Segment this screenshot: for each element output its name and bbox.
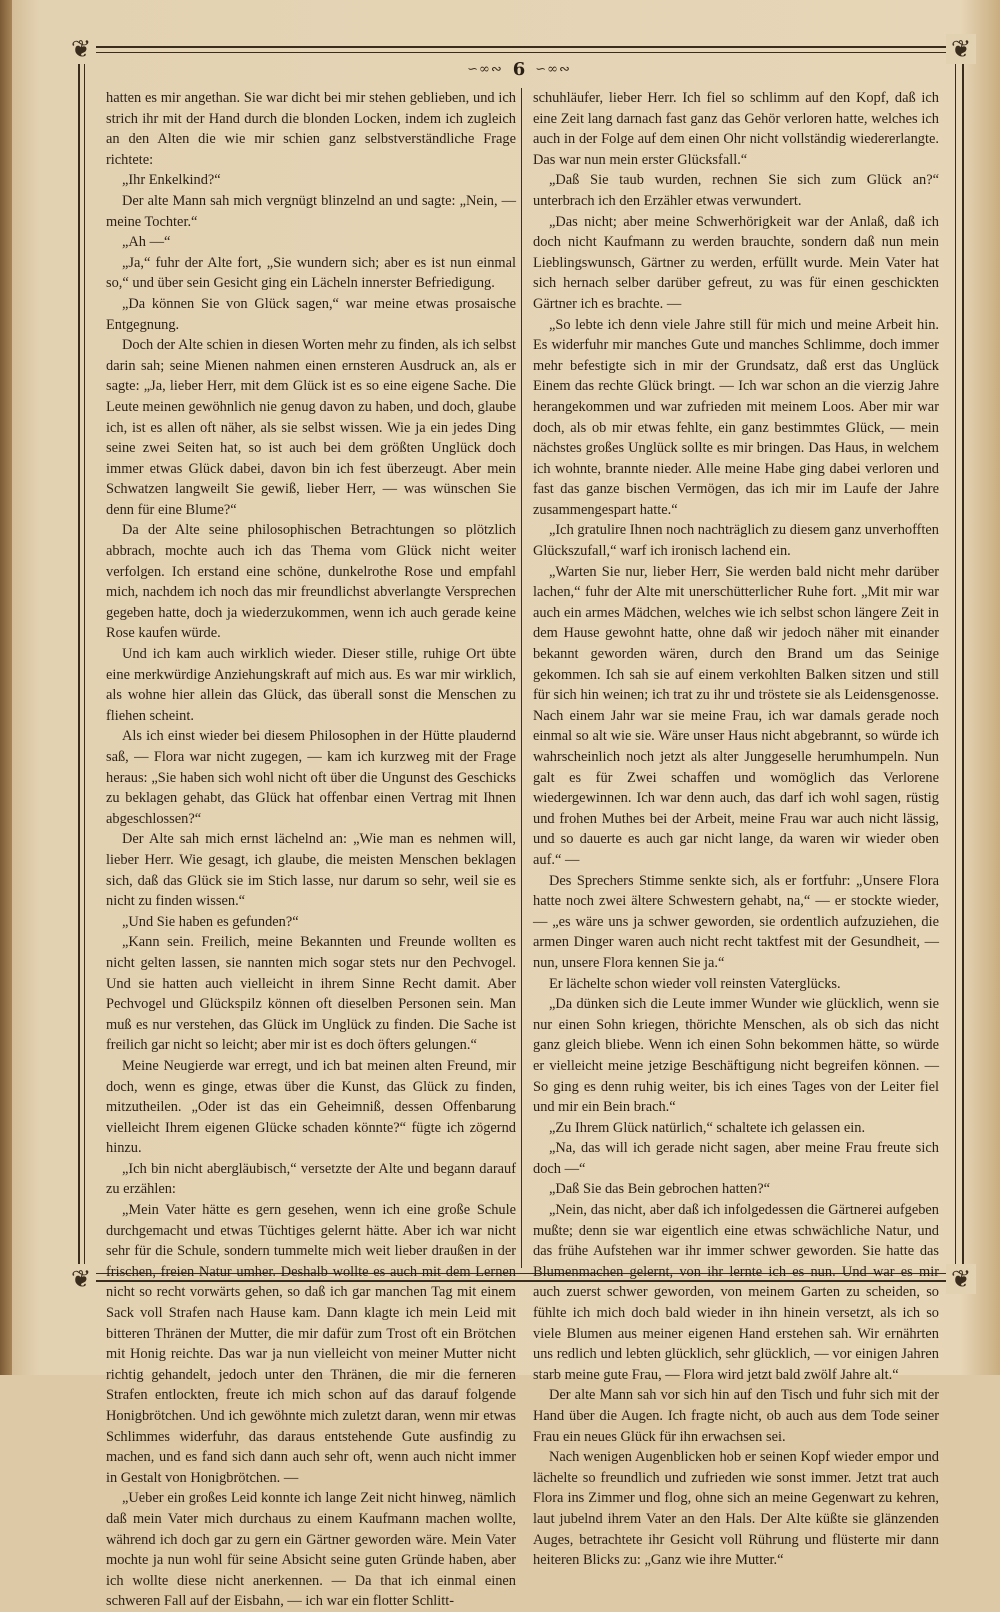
paragraph: Er lächelte schon wieder voll reinsten Vaterglücks. — [549, 975, 841, 992]
corner-ornament-top-left: ❦ — [66, 34, 96, 64]
paragraph: „Warten Sie nur, lieber Herr, Sie werden bald nicht mehr darüber lachen,“ fuhr der Alte mit unerschütterlicher Ruhe fort. „Mit mir war auch ein armes Mädchen, welches wie ich selbst schon längere Zeit in dem Hause gewohnt hatte, ohne daß wir jedoch näher mit einander bekannt geworden wären, durch den Brand um das Seinige gekommen. Ich sah sie auf einem verkohlten Balken sitzen und still für sich hin weinen; ich trat zu ihr und tröstete sie als Leidensgenosse. Nach einem Jahr war sie meine Frau, ich war damals gerade noch einmal so alt wie sie. Wäre unser Haus nicht abgebrannt, so würde ich wahrscheinlich noch jetzt als alter Junggeselle herumhumpeln. Nun galt es für Zwei schaffen und womöglich das Verlorene wiedergewinnen. Ich war denn auch, das darf ich wohl sagen, rüstig und frohen Muthes bei der Arbeit, meine Frau war auch nicht lässig, und so dauerte es auch gar nicht lange, da waren wir wieder oben auf.“ — — [533, 563, 939, 868]
page-header — [84, 56, 954, 82]
page-number: 6 — [512, 58, 526, 80]
paragraph: Nach wenigen Augenblicken hob er seinen Kopf wieder empor und lächelte so freundlich und zufrieden wie sonst immer. Jetzt trat auch Flora ins Zimmer und flog, ohne sich an meine Gegenwart zu kehren, laut jubelnd ihrem Vater an den Hals. Der Alte küßte sie glänzenden Auges, betrachtete ihr Gesicht voll Rührung und flüsterte mir dann heiteren Blicks zu: „Ganz wie ihre Mutter.“ — [533, 1449, 939, 1569]
column-divider — [521, 88, 522, 1268]
paragraph: Der alte Mann sah vor sich hin auf den Tisch und fuhr sich mit der Hand über die Augen. Ich fragte nicht, ob auch aus dem Tode seiner Frau ein neues Glück für ihn erwachsen sei. — [533, 1387, 939, 1445]
right-text-column — [533, 88, 939, 1569]
paragraph: „So lebte ich denn viele Jahre still für mich und meine Arbeit hin. Es widerfuhr mir manches Gute und manches Schlimme, doch immer mehr befestigte sich in mir der Grundsatz, daß erst das Unglück Einem das rechte Glück bringt. — Ich war schon an die vierzig Jahre herangekommen und war zufrieden mit meinem Loos. Aber mir war doch, als ob mir etwas fehlte, ein ganz bestimmtes Glück, — mein nächstes großes Unglück sollte es mir bringen. Das Haus, in welchem ich wohnte, brannte nieder. Alle meine Habe ging dabei verloren und fast das ganze bischen Vermögen, das ich mir im Laufe der Jahre zusammengespart hatte.“ — [533, 316, 939, 518]
paragraph: „Ja,“ fuhr der Alte fort, „Sie wundern sich; aber es ist nun einmal so,“ und über sein Gesicht ging ein Lächeln innerster Befriedigung. — [106, 254, 516, 292]
book-binding-edge — [0, 0, 12, 1375]
paragraph: „Ich gratulire Ihnen noch nachträglich zu diesem ganz unverhofften Glückszufall,“ warf ich ironisch lachend ein. — [533, 522, 939, 560]
paragraph: Der Alte sah mich ernst lächelnd an: „Wie man es nehmen will, lieber Herr. Wie gesagt, ich glaube, die meisten Menschen beklagen sich, daß das Glück sie im Stich lasse, nur darum so sehr, weil sie es nicht zu finden wissen.“ — [106, 831, 516, 910]
corner-ornament-bottom-right: ❦ — [946, 1264, 976, 1294]
paragraph: Und ich kam auch wirklich wieder. Dieser stille, ruhige Ort übte eine merkwürdige Anziehungskraft auf mich aus. Es war mir wirklich, als wohne hier allein das Glück, das überall sonst die Menschen zu fliehen scheint. — [106, 646, 516, 724]
corner-ornament-bottom-left: ❦ — [66, 1264, 96, 1294]
paragraph: „Na, das will ich gerade nicht sagen, aber meine Frau freute sich doch —“ — [533, 1140, 939, 1177]
paragraph: hatten es mir angethan. Sie war dicht bei mir stehen geblieben, und ich strich ihr mit der Hand durch die blonden Locken, indem ich zugleich an den Alten die wie mir schien ganz selbstverständliche Frage richtete: — [106, 90, 516, 168]
paragraph: „Ueber ein großes Leid konnte ich lange Zeit nicht hinweg, nämlich daß mein Vater mich durchaus zu einem Kaufmann machen wollte, während ich doch gar zu gern ein Gärtner geworden wäre. Mein Vater mochte ja nun wohl für seine Absicht seine guten Gründe haben, aber ich wollte diese nicht anerkennen. — Da that ich einmal einen schweren Fall auf der Eisbahn, — ich war ein flotter Schlitt- — [106, 1490, 516, 1610]
paragraph: Meine Neugierde war erregt, und ich bat meinen alten Freund, mir doch, wenn es ginge, etwas über die Kunst, das Glück zu finden, mitzutheilen. „Oder ist das ein Geheimniß, dessen Offenbarung vielleicht Ihrem eigenen Glücke schaden könnte?“ fügte ich zögernd hinzu. — [106, 1057, 516, 1157]
paragraph: schuhläufer, lieber Herr. Ich fiel so schlimm auf den Kopf, daß ich eine Zeit lang darnach fast ganz das Gehör verloren hatte, welches ich auch in der Folge auf dem einen Ohr nicht vollständig wiedererlangte. Das war nun mein erster Glücksfall.“ — [533, 90, 939, 168]
paragraph: „Daß Sie taub wurden, rechnen Sie sich zum Glück an?“ unterbrach ich den Erzähler etwas verwundert. — [533, 172, 939, 209]
corner-ornament-top-right: ❦ — [946, 34, 976, 64]
flourish-left-ornament: ∽∞∾ — [467, 61, 503, 77]
paragraph: „Ich bin nicht abergläubisch,“ versetzte der Alte und begann darauf zu erzählen: — [106, 1160, 516, 1198]
paragraph: Doch der Alte schien in diesen Worten mehr zu finden, als ich selbst darin sah; seine Mienen nahmen einen ernsteren Ausdruck an, als er sagte: „Ja, lieber Herr, mit dem Glück ist es so eine eigene Sache. Die Leute meinen gewöhnlich nie genug davon zu haben, und doch, glaube ich, ist es allen oft näher, als sie selbst wissen. Wie ja ein jedes Ding seine zwei Seiten hat, so ist auch bei dem größten Unglück doch immer etwas Glück dabei, davon bin ich fest überzeugt. Aber mein Schwatzen langweilt Sie gewiß, lieber Herr, — was wünschen Sie denn für eine Blume?“ — [106, 337, 516, 518]
paragraph: „Zu Ihrem Glück natürlich,“ schaltete ich gelassen ein. — [549, 1119, 866, 1136]
paragraph: „Kann sein. Freilich, meine Bekannten und Freunde wollten es nicht gelten lassen, sie nannten mich sogar stets nur den Pechvogel. Und sie hatten auch vielleicht in ihrem Sinne Recht damit. Aber Pechvogel und Glückspilz können oft dieselben Personen sein. Man muß es nur verstehen, das Glück im Unglück zu finden. Die Sache ist freilich gar nicht so leicht; aber mir ist es doch öfters gelungen.“ — [106, 934, 516, 1054]
paragraph: Als ich einst wieder bei diesem Philosophen in der Hütte plaudernd saß, — Flora war nicht zugegen, — kam ich kurzweg mit der Frage heraus: „Sie haben sich wohl nicht oft über die Ungunst des Geschicks zu beklagen gehabt, das Glück hat offenbar einen Vertrag mit Ihnen abgeschlossen?“ — [106, 728, 516, 827]
paragraph: Des Sprechers Stimme senkte sich, als er fortfuhr: „Unsere Flora hatte noch zwei ältere Schwestern gehabt, na,“ — er stockte wieder, — „es wäre uns ja schwer geworden, sie ordentlich aufzuziehen, die armen Dinger waren auch nicht recht taktfest mit der Gesundheit, — nun, unsere Flora kennen Sie ja.“ — [533, 872, 939, 971]
paragraph: „Und Sie haben es gefunden?“ — [122, 913, 299, 930]
paragraph: Da der Alte seine philosophischen Betrachtungen so plötzlich abbrach, mochte auch ich das Thema vom Glück nicht weiter verfolgen. Ich erstand eine schöne, dunkelrothe Rose und empfahl mich, nachdem ich noch das mir freundlichst abverlangte Versprechen gegeben hatte, doch ja wiederzukommen, wenn ich auch gerade keine Rose kaufen würde. — [106, 522, 516, 642]
paragraph: „Da können Sie von Glück sagen,“ war meine etwas prosaische Entgegnung. — [106, 295, 516, 333]
paragraph: „Mein Vater hätte es gern gesehen, wenn ich eine große Schule durchgemacht und etwas Tüchtiges gelernt hätte. Aber ich war nicht sehr für die Schule, sondern tummelte mich weit lieber draußen in der frischen, freien Natur umher. Deshalb wollte es auch mit dem Lernen nicht so recht vorwärts gehen, so daß ich gar manchen Tag mit einem Sack voll Strafen nach Hause kam. Dann klagte ich mein Leid mit bitteren Thränen der Mutter, die mir dafür zum Trost oft ein Brötchen mit Honig reichte. Das war ja nun vielleicht von meiner Mutter nicht richtig gehandelt, jedoch unter den Thränen, die mir die ferneren Strafen entlockten, freute ich mich schon auf das darauf folgende Honigbrötchen. Und ich gewöhnte mich zuletzt daran, wenn mir etwas Schlimmes widerfuhr, das daraus entstehende Gute ausfindig zu machen, und es fand sich dann auch sehr oft, wenn auch nicht immer in Gestalt von Honigbrötchen. — — [106, 1202, 516, 1486]
paragraph: „Ihr Enkelkind?“ — [122, 172, 221, 189]
left-text-column — [106, 88, 516, 1610]
paragraph: „Das nicht; aber meine Schwerhörigkeit war der Anlaß, daß ich doch nicht Kaufmann zu werden brauchte, sondern daß nun mein Lieblingswunsch, Gärtner zu werden, erfüllt wurde. Mein Vater hat sich hernach selber darüber gefreut, zu was für einen geschickten Gärtner ich es brachte. — — [533, 213, 939, 312]
flourish-right-ornament: ∽∞∾ — [535, 61, 571, 77]
paragraph: Der alte Mann sah mich vergnügt blinzelnd an und sagte: „Nein, — meine Tochter.“ — [106, 192, 516, 230]
paragraph: „Daß Sie das Bein gebrochen hatten?“ — [549, 1181, 770, 1198]
paragraph: „Ah —“ — [122, 234, 171, 251]
paragraph: „Nein, das nicht, aber daß ich infolgedessen die Gärtnerei aufgeben mußte; denn sie war eigentlich eine etwas schwächliche Natur, und das frühe Aufstehen war ihr immer schwer geworden. Sie hatte das Blumenmachen gelernt, von ihr lernte ich es nun. Und war es mir auch zuerst schwer geworden, von meinem Garten zu scheiden, so fühlte ich mich doch bald wieder in ihn hinein versetzt, als ich so viele Blumen aus meiner eigenen Hand erstehen sah. Wir ernährten uns redlich und lebten glücklich, sehr glücklich, — vor einigen Jahren starb meine gute Frau, — Flora wird jetzt bald zwölf Jahre alt.“ — [533, 1202, 939, 1383]
paragraph: „Da dünken sich die Leute immer Wunder wie glücklich, wenn sie nur einen Sohn kriegen, thörichte Menschen, als ob sich das nicht ganz gleich bliebe. Wenn ich einen Sohn bekommen hätte, so würde er vielleicht meine jetzige Beschäftigung nicht begreifen können. — So ging es denn ruhig weiter, bis ich eines Tages von der Leiter fiel und mir ein Bein brach.“ — [533, 996, 939, 1116]
